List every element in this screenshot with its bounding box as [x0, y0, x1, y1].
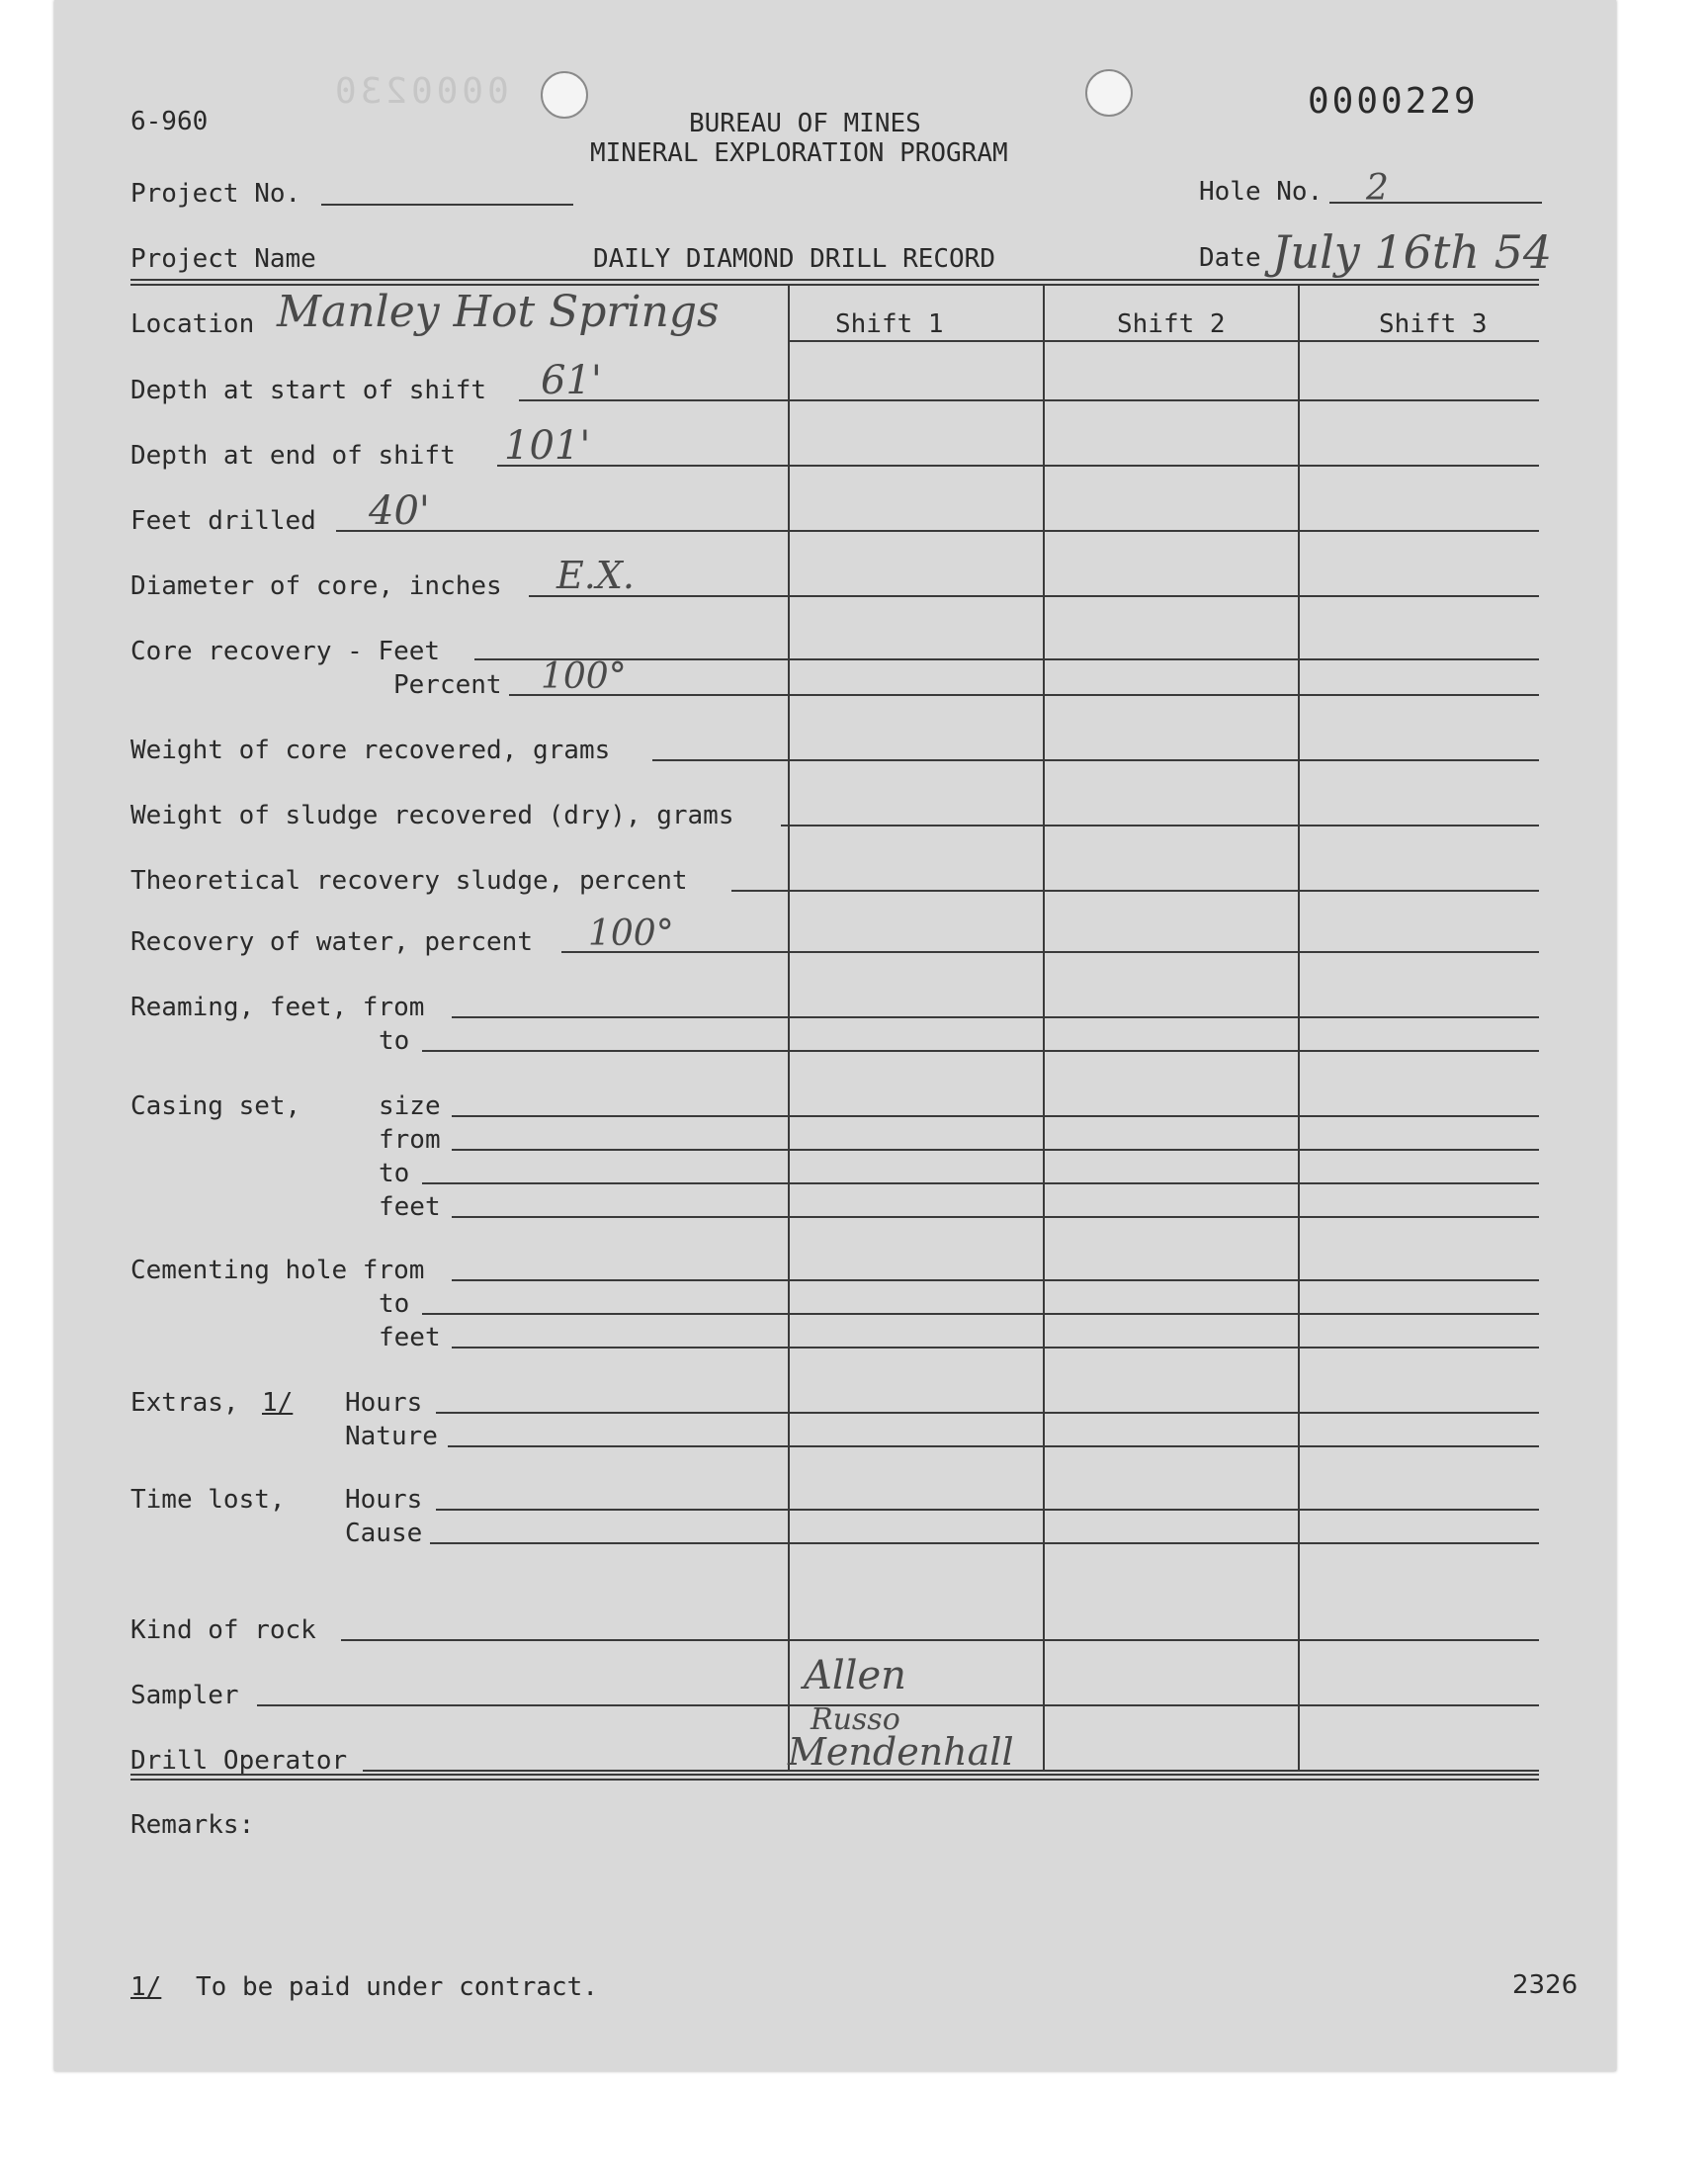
reaming-from-line [452, 1016, 1539, 1018]
form-number: 6-960 [130, 107, 209, 136]
casing-to-label: to [379, 1159, 410, 1188]
bottom-rule [130, 1774, 1539, 1776]
sampler-label: Sampler [130, 1681, 239, 1710]
depth-start-label: Depth at start of shift [130, 376, 487, 405]
casing-size-label: size [379, 1091, 441, 1121]
hole-no-label: Hole No. [1199, 177, 1324, 207]
weight-sludge-line [781, 825, 1539, 826]
diameter-value: E.X. [556, 554, 635, 597]
cementing-feet-label: feet [379, 1323, 441, 1352]
column-divider-3 [1298, 284, 1300, 1772]
casing-size-line [452, 1115, 1539, 1117]
cementing-from-line [452, 1279, 1539, 1281]
project-no-label: Project No. [130, 179, 301, 209]
bottom-rule-2 [130, 1779, 1539, 1781]
theoretical-sludge-line [731, 890, 1539, 892]
weight-core-label: Weight of core recovered, grams [130, 736, 611, 765]
time-lost-cause-line [430, 1542, 1539, 1544]
location-value: Manley Hot Springs [277, 287, 720, 337]
reaming-to-label: to [379, 1026, 410, 1056]
footnote-text: To be paid under contract. [196, 1972, 598, 2002]
cementing-feet-line [452, 1347, 1539, 1348]
extras-label: Extras, [130, 1388, 239, 1418]
date-value: July 16th 54 [1272, 225, 1553, 279]
time-lost-hours-line [436, 1509, 1539, 1511]
record-title: DAILY DIAMOND DRILL RECORD [593, 244, 995, 274]
column-divider-1 [788, 284, 790, 1772]
column-header-shift-2: Shift 2 [1117, 309, 1226, 339]
serial-number: 0000229 [1308, 81, 1479, 122]
column-header-shift-1: Shift 1 [835, 309, 944, 339]
casing-feet-label: feet [379, 1192, 441, 1222]
kind-of-rock-label: Kind of rock [130, 1615, 316, 1645]
page-number: 2326 [1512, 1970, 1579, 2000]
top-rule [130, 279, 1539, 281]
core-recovery-feet-line [474, 658, 1539, 660]
core-recovery-percent-value: 100° [541, 656, 627, 697]
feet-drilled-label: Feet drilled [130, 506, 316, 536]
kind-of-rock-line [341, 1639, 1539, 1641]
weight-core-line [652, 759, 1539, 761]
depth-end-line [497, 465, 1539, 467]
drill-operator-label: Drill Operator [130, 1746, 348, 1776]
depth-start-value: 61' [541, 358, 602, 403]
depth-start-line [519, 399, 1539, 401]
core-recovery-feet-label: Core recovery - Feet [130, 637, 441, 666]
form-page [54, 0, 1616, 2071]
diameter-label: Diameter of core, inches [130, 571, 502, 601]
weight-sludge-label: Weight of sludge recovered (dry), grams [130, 801, 734, 830]
casing-from-label: from [379, 1125, 441, 1155]
top-rule-2 [130, 284, 1539, 286]
time-lost-label: Time lost, [130, 1485, 286, 1515]
location-row-line [788, 340, 1539, 342]
feet-drilled-line [336, 530, 1539, 532]
casing-feet-line [452, 1216, 1539, 1218]
cementing-to-line [422, 1313, 1539, 1315]
theoretical-sludge-label: Theoretical recovery sludge, percent [130, 866, 688, 896]
punch-hole-right [1085, 69, 1133, 117]
water-recovery-line [561, 951, 1539, 953]
extras-footnote-ref: 1/ [262, 1388, 294, 1418]
water-recovery-value: 100° [588, 914, 674, 954]
casing-label: Casing set, [130, 1091, 301, 1121]
agency-title: BUREAU OF MINES [689, 109, 921, 138]
core-recovery-percent-label: Percent [393, 670, 502, 700]
extras-hours-line [436, 1412, 1539, 1414]
program-title: MINERAL EXPLORATION PROGRAM [590, 138, 1008, 168]
core-recovery-percent-line [509, 694, 1539, 696]
remarks-label: Remarks: [130, 1810, 255, 1840]
date-label: Date [1199, 243, 1261, 273]
footnote-ref: 1/ [130, 1972, 162, 2002]
drill-operator-value-2: Mendenhall [788, 1730, 1014, 1774]
reaming-to-line [422, 1050, 1539, 1052]
extras-nature-label: Nature [345, 1422, 438, 1451]
casing-from-line [452, 1149, 1539, 1151]
punch-hole-left [541, 71, 588, 119]
cementing-to-label: to [379, 1289, 410, 1319]
extras-nature-line [448, 1445, 1539, 1447]
time-lost-hours-label: Hours [345, 1485, 423, 1515]
bleed-through-number: 0000230 [331, 71, 509, 112]
cementing-label: Cementing hole from [130, 1256, 425, 1285]
drill-operator-value-1: Russo [811, 1702, 900, 1737]
location-label: Location [130, 309, 255, 339]
column-header-shift-3: Shift 3 [1379, 309, 1488, 339]
reaming-label: Reaming, feet, from [130, 993, 425, 1022]
casing-to-line [422, 1182, 1539, 1184]
hole-no-value: 2 [1366, 168, 1389, 209]
hole-no-line [1329, 202, 1542, 204]
extras-hours-label: Hours [345, 1388, 423, 1418]
diameter-line [529, 595, 1539, 597]
depth-end-value: 101' [504, 423, 591, 469]
depth-end-label: Depth at end of shift [130, 441, 456, 471]
feet-drilled-value: 40' [369, 488, 430, 534]
water-recovery-label: Recovery of water, percent [130, 927, 533, 957]
time-lost-cause-label: Cause [345, 1519, 423, 1548]
column-divider-2 [1043, 284, 1045, 1772]
project-name-label: Project Name [130, 244, 316, 274]
project-no-line [321, 204, 573, 206]
sampler-value: Allen [804, 1653, 906, 1698]
